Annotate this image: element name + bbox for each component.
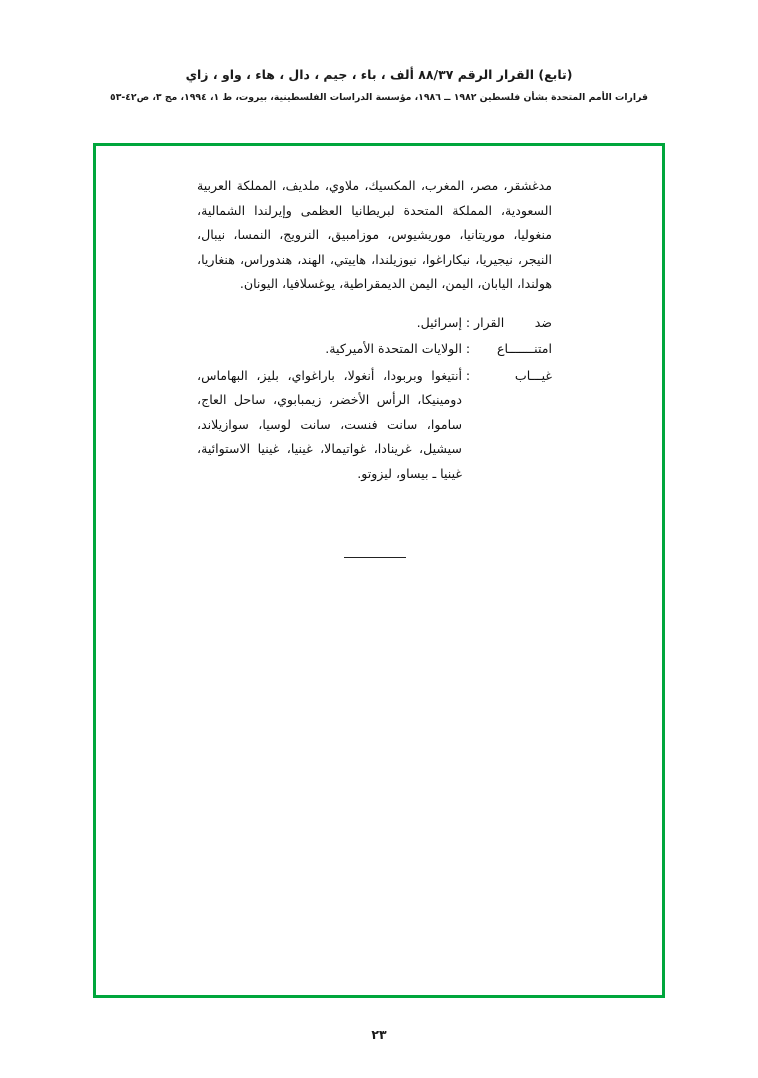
vote-value-against: إسرائيل.	[416, 314, 462, 330]
horizontal-rule-icon	[344, 557, 406, 558]
vote-row	[197, 337, 552, 362]
vote-value-absent: أنتيغوا وبربودا، أنغولا، باراغواي، بليز، البهاماس، دومينيكا، الرأس الأخضر، زيمبابوي، ساحل العاج، ساموا، سانت فنست، سانت لوسيا، سوازيلاند، سيشيل، غرينادا، غواتيمالا، غينيا، غينيا الاستوائية، غينيا ـ بيساو، ليزوتو.	[197, 367, 462, 482]
vote-label-absent: غيـــاب	[514, 367, 552, 383]
vote-label-abstain: امتنـــــــاع	[496, 341, 552, 357]
vote-separator: :	[465, 341, 471, 357]
vote-value-abstain: الولايات المتحدة الأميركية.	[325, 341, 462, 357]
vote-label-against: ضد القرار	[474, 314, 552, 330]
countries-paragraph: مدغشقر، مصر، المغرب، المكسيك، ملاوي، ملديف، المملكة العربية السعودية، المملكة المتحدة لبريطانيا العظمى وإيرلندا الشمالية، منغوليا، موريتانيا، موريشيوس، موزامبيق، النرويج، النمسا، نيبال، النيجر، نيجيريا، نيكاراغوا، نيوزيلندا، هاييتي، الهند، هندوراس، هنغاريا، هولندا، اليابان، اليمن، اليمن الديمقراطية، يوغسلافيا، اليونان.	[197, 178, 552, 292]
vote-results-list	[197, 311, 552, 487]
section-divider	[197, 543, 552, 562]
document-body	[197, 174, 552, 562]
vote-separator: :	[465, 314, 471, 330]
vote-row	[197, 364, 552, 487]
header-source-line: قرارات الأمم المتحدة بشأن فلسطين ١٩٨٢ ــ ١٩٨٦، مؤسسة الدراسات الفلسطينية، بيروت، ط ١، ١٩٩٤، مج ٣، ص٤٢-٥٣	[110, 91, 648, 103]
header-title: (تابع) القرار الرقم ٨٨/٣٧ ألف ، باء ، جيم ، دال ، هاء ، واو ، زاي	[185, 67, 573, 82]
vote-separator: :	[465, 367, 471, 383]
content-frame	[93, 143, 665, 998]
page-header	[0, 0, 758, 103]
vote-row	[197, 311, 552, 336]
page-number: ٢٣	[371, 1027, 387, 1042]
